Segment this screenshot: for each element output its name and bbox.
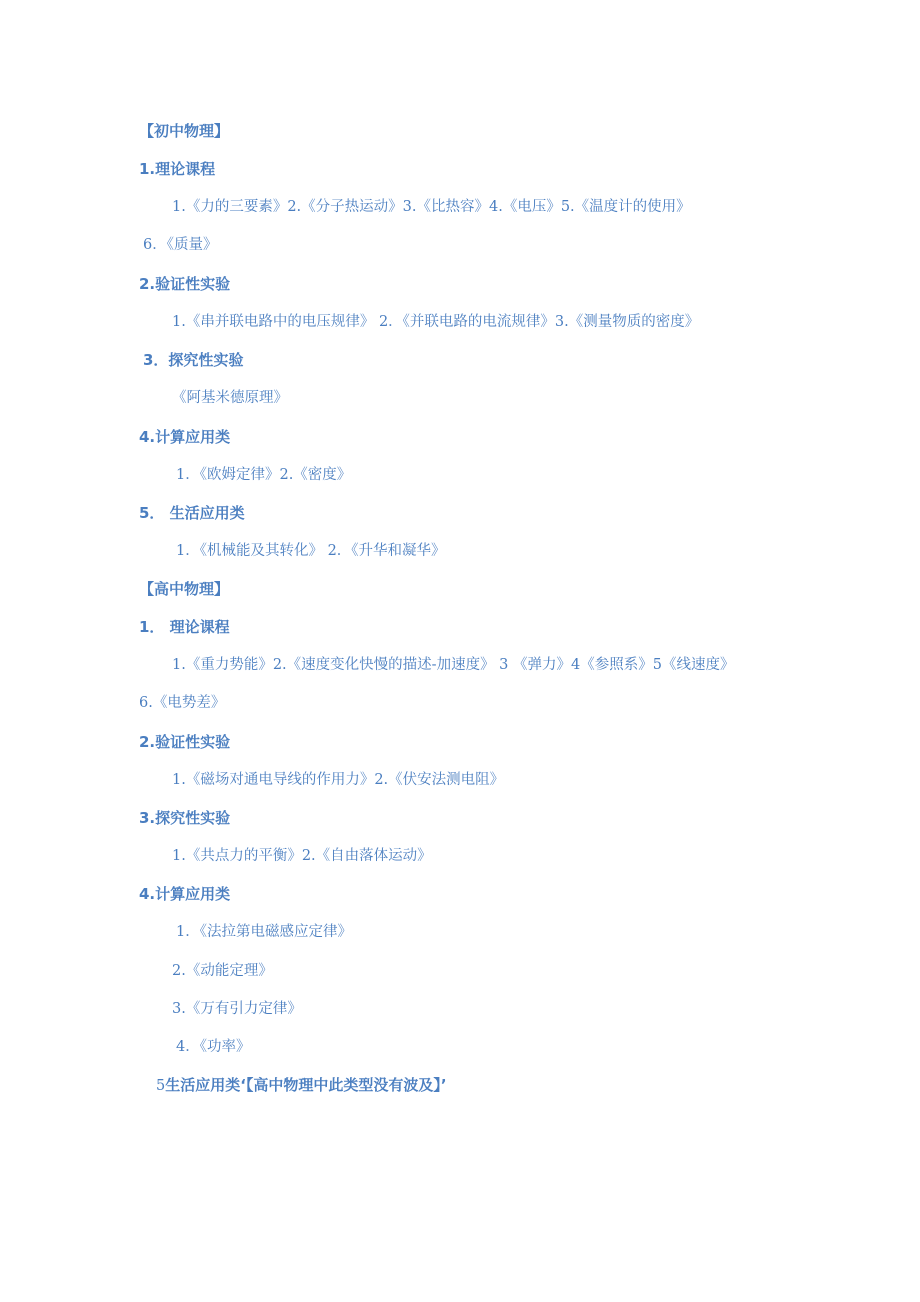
junior-exploratory-items: 《阿基米德原理》	[172, 390, 288, 406]
junior-theory-items-line1: 1.《力的三要素》2.《分子热运动》3.《比热容》4.《电压》5.《温度计的使用》	[172, 199, 691, 215]
senior-calculation-item-3: 3.《万有引力定律》	[172, 1001, 302, 1017]
junior-theory-heading: 1.理论课程	[139, 160, 216, 178]
senior-exploratory-items: 1.《共点力的平衡》2.《自由落体运动》	[172, 848, 432, 864]
senior-calculation-item-2: 2.《动能定理》	[172, 963, 273, 979]
senior-verification-items: 1.《磁场对通电导线的作用力》2.《伏安法测电阻》	[172, 772, 505, 788]
senior-calculation-heading: 4.计算应用类	[139, 885, 231, 903]
senior-verification-heading: 2.验证性实验	[139, 733, 231, 751]
junior-daily-life-heading: 5． 生活应用类	[139, 504, 245, 522]
junior-calculation-heading: 4.计算应用类	[139, 428, 231, 446]
senior-calculation-item-4: 4．《功率》	[176, 1039, 251, 1055]
senior-physics-heading: 【高中物理】	[139, 580, 230, 598]
senior-theory-items-line2: 6.《电势差》	[139, 695, 226, 711]
senior-theory-items-line1: 1.《重力势能》2.《速度变化快慢的描述-加速度》 3 《弹力》4《参照系》5《线速度》	[172, 657, 735, 673]
junior-exploratory-heading: 3．探究性实验	[143, 351, 244, 369]
junior-calculation-items: 1．《欧姆定律》2.《密度》	[176, 467, 352, 483]
junior-theory-items-line2: 6．《质量》	[143, 237, 218, 253]
junior-daily-life-items: 1．《机械能及其转化》 2．《升华和凝华》	[176, 543, 446, 559]
senior-daily-life-line	[156, 1074, 447, 1097]
junior-verification-items: 1.《串并联电路中的电压规律》 2．《并联电路的电流规律》3.《测量物质的密度》	[172, 314, 700, 330]
senior-daily-life-number: 5	[156, 1078, 166, 1094]
senior-exploratory-heading: 3.探究性实验	[139, 809, 231, 827]
junior-physics-heading: 【初中物理】	[139, 122, 230, 140]
senior-calculation-item-1: 1．《法拉第电磁感应定律》	[176, 924, 352, 940]
senior-daily-life-heading: 生活应用类‘【高中物理中此类型没有波及】’	[165, 1076, 447, 1094]
junior-verification-heading: 2.验证性实验	[139, 275, 231, 293]
senior-theory-heading: 1． 理论课程	[139, 618, 230, 636]
